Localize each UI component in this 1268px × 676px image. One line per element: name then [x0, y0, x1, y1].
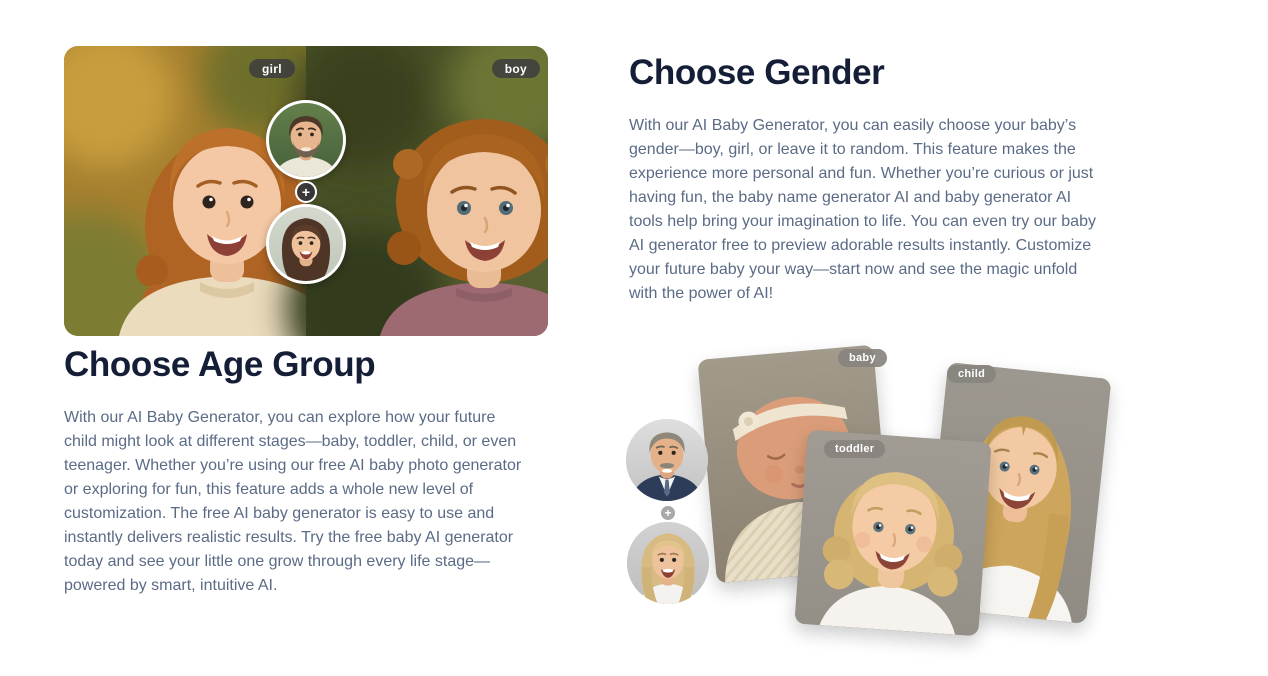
girl-label-badge: girl	[249, 59, 295, 78]
mother-avatar	[266, 204, 346, 284]
father-avatar	[626, 419, 708, 501]
plus-icon: +	[295, 181, 317, 203]
boy-label-badge: boy	[492, 59, 540, 78]
age-group-illustration	[625, 340, 1111, 646]
gender-heading: Choose Gender	[629, 53, 885, 92]
child-label-badge: child	[947, 365, 996, 383]
plus-icon: +	[659, 504, 677, 522]
gender-illustration	[64, 46, 548, 336]
age-group-heading: Choose Age Group	[64, 345, 376, 384]
toddler-label-badge: toddler	[824, 440, 885, 458]
mother-avatar	[627, 522, 709, 604]
age-group-paragraph: With our AI Baby Generator, you can explore how your future child might look at different stages—baby, toddler, child, or even teenager. Whether you’re using our free AI baby photo generator or exploring for fun, this feature adds a whole new level of customization. The free AI baby generator is easy to use and instantly delivers realistic results. Try the free baby AI generator today and see your little one grow through every life stage—powered by smart, intuitive AI.	[64, 409, 522, 594]
gender-paragraph: With our AI Baby Generator, you can easily choose your baby’s gender—boy, girl, or leave it to random. This feature makes the experience more personal and fun. Whether you’re curious or just having fun, the baby name generator AI and baby generator AI tools help bring your imagination to life. You can even try our baby AI generator free to preview adorable results instantly. Customize your future baby your way—start now and see the magic unfold with the power of AI!	[629, 117, 1096, 302]
father-avatar	[266, 100, 346, 180]
toddler-photo-card	[794, 430, 991, 636]
baby-label-badge: baby	[838, 349, 887, 367]
